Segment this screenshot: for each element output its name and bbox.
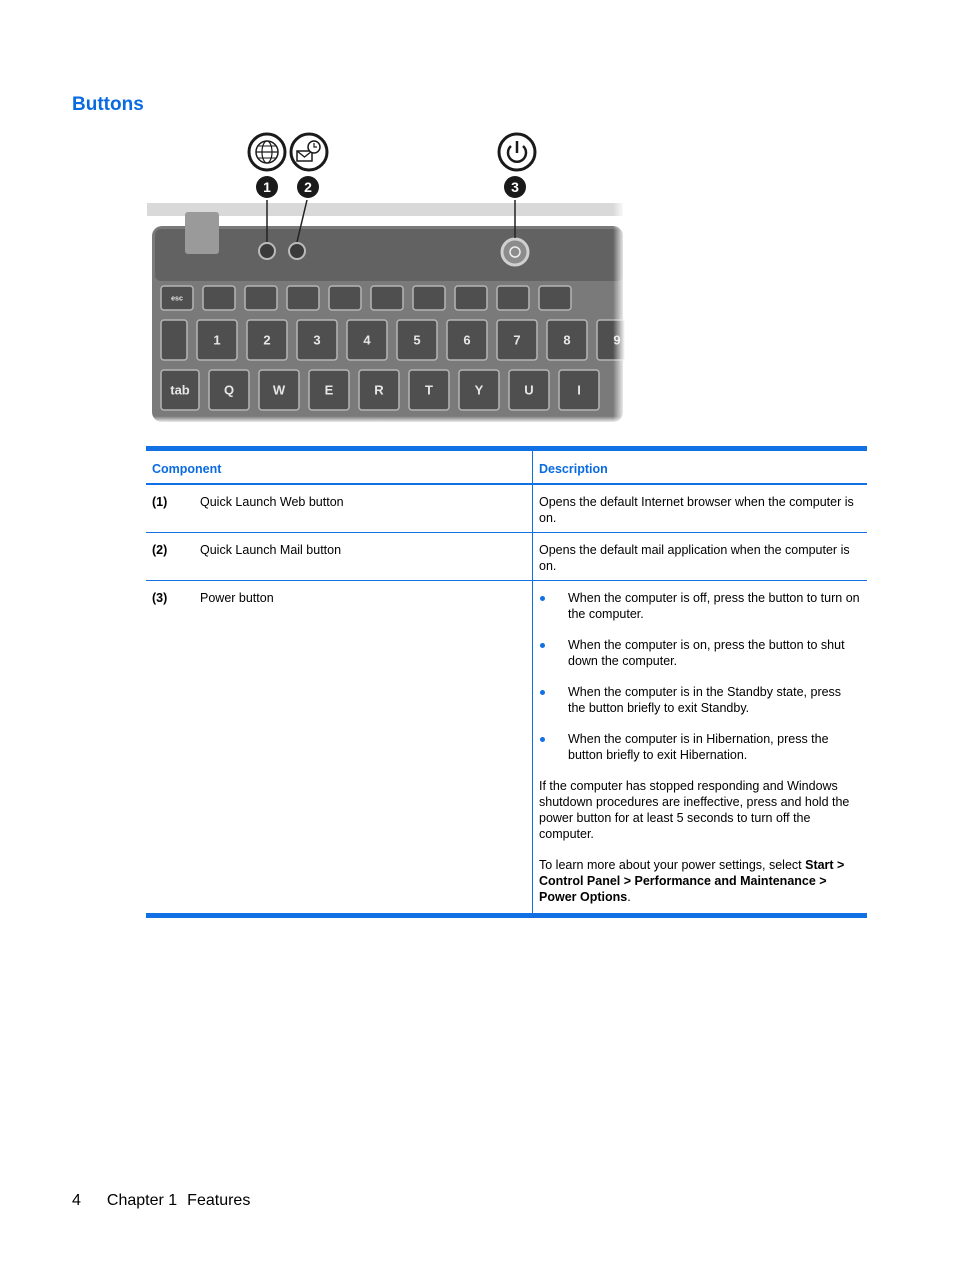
hinge: [185, 212, 219, 254]
chapter-label: Chapter 1: [106, 1192, 178, 1209]
component-description: Opens the default mail application when the computer is on.: [533, 533, 868, 581]
keyboard-key-label: 6: [463, 332, 471, 348]
svg-text:2: 2: [304, 179, 312, 195]
keyboard-key: [245, 286, 277, 310]
components-table: [146, 446, 867, 918]
keyboard-key-label: 5: [413, 332, 421, 348]
keyboard-key: [329, 286, 361, 310]
keyboard-key: [371, 286, 403, 310]
chapter-title: Features: [187, 1192, 251, 1209]
callout-3: [504, 176, 526, 198]
keyboard-key: [455, 286, 487, 310]
mail-button-graphic: [289, 243, 305, 259]
table-row: [146, 484, 867, 533]
row-number: (2): [152, 543, 168, 557]
list-item: When the computer is in Hibernation, press the button briefly to exit Hibernation.: [539, 731, 861, 763]
bullet-icon: [540, 596, 545, 601]
header-description: Description: [533, 451, 868, 484]
row-number: (3): [152, 591, 168, 605]
bullet-icon: [540, 737, 545, 742]
web-globe-icon: [249, 134, 285, 170]
list-item: When the computer is off, press the button to turn on the computer.: [539, 590, 861, 622]
list-item: When the computer is in the Standby state, press the button briefly to exit Standby.: [539, 684, 861, 716]
page-number: 4: [72, 1192, 81, 1209]
keyboard-key-label: 4: [363, 332, 371, 348]
power-options-path: Start > Control Panel > Performance and Maintenance > Power Options: [539, 858, 845, 904]
callout-2: [297, 176, 319, 198]
keyboard-key: [497, 286, 529, 310]
mail-clock-icon: [291, 134, 327, 170]
keyboard-key-label: 2: [263, 332, 271, 348]
page-footer: [72, 1192, 250, 1210]
power-button-paragraph: If the computer has stopped responding and Windows shutdown procedures are ineffective, press and hold the power button for at least 5 seconds to turn off the computer.: [539, 779, 850, 841]
row-number: (1): [152, 495, 168, 509]
power-icon: [499, 134, 535, 170]
keyboard-key: [203, 286, 235, 310]
power-button-bullets: [539, 590, 861, 763]
power-options-note: To learn more about your power settings, select Start > Control Panel > Performance and Maintenance > Power Options.: [539, 858, 845, 904]
keyboard-key: [287, 286, 319, 310]
keyboard-key-label: esc: [171, 295, 183, 303]
power-button-graphic: [502, 239, 528, 265]
bullet-icon: [540, 643, 545, 648]
keyboard-buttons-figure: [145, 128, 625, 423]
callout-1: [256, 176, 278, 198]
keyboard-key: [161, 320, 187, 360]
header-component: Component: [146, 451, 533, 484]
bullet-icon: [540, 690, 545, 695]
component-name: Quick Launch Web button: [200, 495, 344, 509]
keyboard-key-label: 1: [213, 332, 221, 348]
keyboard-key: [413, 286, 445, 310]
svg-text:1: 1: [263, 179, 271, 195]
table-row: [146, 533, 867, 581]
component-name: Quick Launch Mail button: [200, 543, 342, 557]
web-button-graphic: [259, 243, 275, 259]
component-name: Power button: [200, 591, 274, 605]
svg-text:3: 3: [511, 179, 519, 195]
list-item: When the computer is on, press the button to shut down the computer.: [539, 637, 861, 669]
component-description: Opens the default Internet browser when the computer is on.: [533, 484, 868, 533]
section-heading: Buttons: [72, 94, 144, 115]
table-row: [146, 581, 867, 914]
keyboard-key-label: 3: [313, 332, 321, 348]
keyboard-key-label: 7: [513, 332, 521, 348]
